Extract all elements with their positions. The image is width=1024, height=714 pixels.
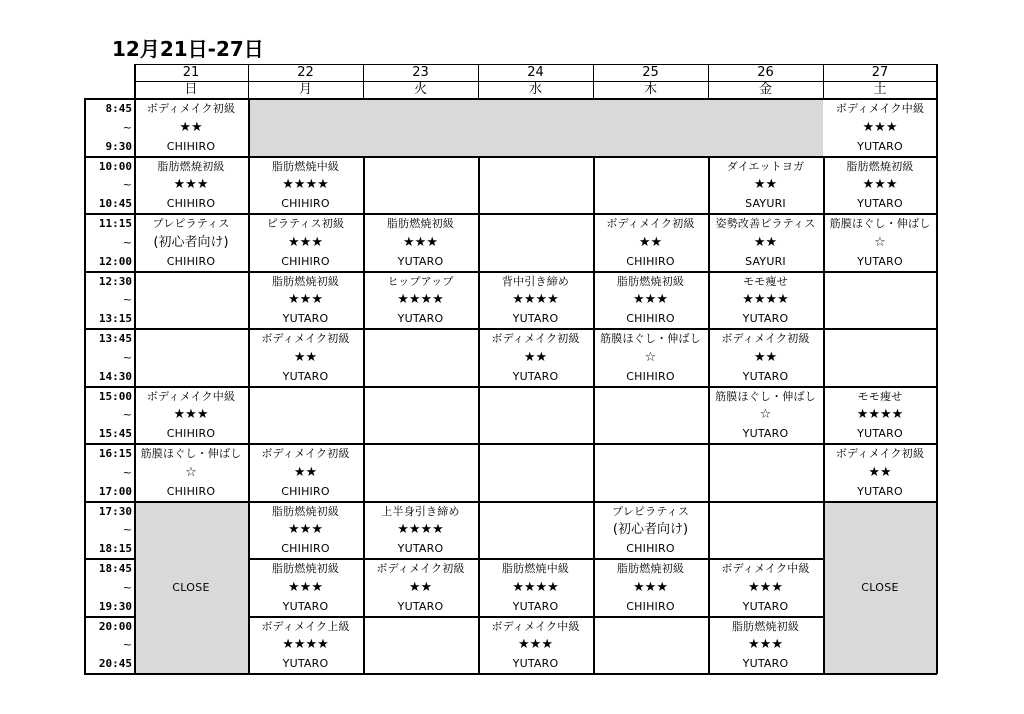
instructor-name: CHIHIRO (166, 427, 216, 440)
difficulty-stars: ★★★ (862, 177, 898, 193)
grid-hline (84, 156, 937, 158)
class-name: ボディメイク初級 (606, 217, 695, 230)
grid-vline (134, 64, 136, 99)
class-cell[interactable] (248, 273, 363, 329)
class-cell[interactable] (708, 330, 823, 386)
class-cell[interactable] (478, 330, 593, 386)
difficulty-stars: ★★★ (748, 579, 783, 595)
time-slot (84, 388, 134, 444)
class-cell[interactable] (593, 273, 708, 329)
grid-vline (478, 64, 479, 99)
difficulty-stars: ★★★ (173, 407, 209, 423)
difficulty-stars: ★★★ (403, 234, 438, 250)
day-date: 24 (527, 65, 544, 80)
grid-hline (84, 673, 937, 675)
grid-hline (84, 558, 134, 560)
difficulty-stars: (初心者向け) (153, 234, 229, 250)
class-name: ボディメイク初級 (261, 447, 350, 460)
difficulty-stars: ★★ (523, 349, 548, 365)
instructor-name: CHIHIRO (626, 369, 675, 383)
difficulty-stars: ★★★★ (742, 292, 789, 308)
grid-vline (823, 64, 824, 99)
class-cell[interactable] (823, 158, 937, 214)
difficulty-stars: ★★★ (633, 292, 668, 308)
grid-vline (363, 64, 364, 99)
class-name: 筋膜ほぐし・伸ばし (600, 332, 701, 345)
class-name: ボディメイク初級 (835, 447, 925, 460)
class-cell[interactable] (134, 388, 248, 444)
instructor-name: YUTARO (282, 369, 329, 383)
difficulty-stars: ★★ (408, 579, 433, 595)
instructor-name: CHIHIRO (281, 542, 330, 555)
instructor-name: CHIHIRO (626, 254, 675, 268)
instructor-name: YUTARO (282, 599, 329, 613)
class-cell[interactable] (708, 388, 823, 444)
class-cell[interactable] (708, 273, 823, 329)
time-separator: ~ (122, 235, 132, 249)
difficulty-stars: ★★★ (173, 177, 209, 193)
difficulty-stars: (初心者向け) (612, 522, 689, 538)
difficulty-stars: ★★★★ (282, 637, 329, 653)
difficulty-stars: ★★★ (288, 234, 323, 250)
closed-block (248, 99, 823, 157)
class-cell[interactable] (363, 215, 478, 271)
grid-vline (593, 157, 595, 675)
class-name: 脂肪燃焼初級 (386, 217, 455, 230)
time-end: 13:15 (98, 312, 132, 325)
close-label-sunday: CLOSE (172, 580, 210, 594)
instructor-name: SAYURI (745, 197, 786, 210)
class-cell[interactable] (134, 445, 248, 501)
grid-vline (248, 64, 249, 99)
time-separator: ~ (122, 408, 132, 422)
class-cell[interactable] (593, 330, 708, 386)
class-name: ボディメイク初級 (721, 332, 810, 345)
difficulty-stars: ★★ (638, 234, 663, 250)
time-separator: ~ (122, 120, 132, 134)
grid-vline (823, 157, 825, 675)
class-name: ボディメイク初級 (376, 562, 465, 575)
difficulty-stars: ★★★ (518, 637, 553, 653)
day-weekday: 木 (643, 82, 657, 97)
grid-hline (84, 443, 937, 445)
grid-vline (84, 98, 86, 674)
time-slot (84, 273, 134, 329)
class-cell[interactable] (134, 100, 248, 156)
grid-vline (478, 157, 480, 675)
difficulty-stars: ★★ (868, 464, 892, 480)
class-cell[interactable] (363, 503, 478, 559)
instructor-name: YUTARO (282, 657, 329, 670)
class-cell[interactable] (248, 330, 363, 386)
time-end: 18:15 (98, 542, 132, 555)
difficulty-stars: ★★★★ (397, 292, 444, 308)
grid-hline (248, 558, 823, 560)
class-name: ボディメイク初級 (146, 102, 236, 115)
difficulty-stars: ★★ (753, 177, 778, 193)
class-name: 脂肪燃焼初級 (157, 159, 225, 173)
instructor-name: YUTARO (857, 197, 903, 210)
difficulty-stars: ★★★ (288, 292, 323, 308)
grid-hline (84, 616, 134, 618)
class-cell[interactable] (708, 215, 823, 271)
class-name: 脂肪燃焼初級 (271, 504, 340, 518)
instructor-name: YUTARO (742, 599, 789, 613)
class-name: 背中引き締め (501, 274, 570, 288)
instructor-name: YUTARO (857, 254, 903, 268)
time-start: 12:30 (98, 274, 132, 288)
class-cell[interactable] (248, 158, 363, 214)
class-cell[interactable] (478, 273, 593, 329)
class-name: ボディメイク中級 (721, 562, 810, 575)
time-end: 17:00 (98, 484, 132, 498)
instructor-name: CHIHIRO (166, 254, 216, 268)
class-cell[interactable] (248, 445, 363, 501)
instructor-name: YUTARO (512, 599, 559, 613)
class-name: ボディメイク初級 (491, 332, 580, 345)
difficulty-stars: ☆ (874, 234, 886, 250)
time-separator: ~ (122, 523, 132, 537)
class-name: 筋膜ほぐし・伸ばし (715, 389, 816, 403)
instructor-name: YUTARO (512, 657, 559, 670)
class-cell[interactable] (593, 215, 708, 271)
instructor-name: YUTARO (282, 312, 329, 325)
class-name: ヒップアップ (387, 274, 454, 288)
day-date: 21 (182, 65, 200, 80)
time-separator: ~ (122, 293, 132, 307)
difficulty-stars: ☆ (644, 349, 657, 365)
class-name: ボディメイク中級 (491, 619, 580, 633)
difficulty-stars: ★★★ (862, 119, 898, 135)
time-end: 19:30 (98, 599, 132, 613)
day-date: 25 (642, 65, 659, 80)
time-end: 10:45 (98, 197, 132, 210)
class-name: 姿勢改善ピラティス (715, 217, 816, 230)
instructor-name: CHIHIRO (626, 312, 675, 325)
grid-vline (708, 157, 710, 675)
instructor-name: CHIHIRO (281, 197, 330, 210)
grid-hline (84, 98, 937, 100)
day-date: 22 (297, 65, 314, 80)
time-start: 15:00 (98, 389, 132, 403)
instructor-name: YUTARO (397, 599, 444, 613)
instructor-name: CHIHIRO (281, 484, 330, 498)
class-cell[interactable] (708, 618, 823, 674)
class-cell[interactable] (823, 100, 937, 156)
difficulty-stars: ☆ (185, 464, 197, 480)
grid-hline (84, 213, 937, 215)
grid-vline (593, 64, 594, 99)
difficulty-stars: ★★★★ (856, 407, 904, 423)
class-name: ボディメイク中級 (835, 102, 925, 115)
class-cell[interactable] (478, 560, 593, 616)
instructor-name: YUTARO (857, 427, 903, 440)
class-name: 脂肪燃焼中級 (501, 562, 570, 575)
class-name: ピラティス初級 (266, 217, 345, 230)
instructor-name: CHIHIRO (166, 484, 216, 498)
class-name: ダイエットヨガ (726, 159, 805, 173)
grid-hline (248, 616, 823, 618)
time-start: 11:15 (98, 217, 132, 230)
class-cell[interactable] (363, 273, 478, 329)
class-name: 脂肪燃焼初級 (731, 619, 800, 633)
time-start: 8:45 (105, 102, 132, 115)
time-slot (84, 100, 134, 156)
instructor-name: CHIHIRO (166, 139, 216, 153)
class-name: 脂肪燃焼初級 (616, 274, 685, 288)
grid-vline (936, 64, 938, 99)
time-end: 15:45 (98, 427, 132, 440)
class-name: モモ痩せ (857, 389, 903, 403)
instructor-name: CHIHIRO (626, 542, 675, 555)
difficulty-stars: ★★ (753, 349, 778, 365)
instructor-name: YUTARO (397, 254, 444, 268)
class-cell[interactable] (593, 503, 708, 559)
class-cell[interactable] (248, 618, 363, 674)
grid-hline (134, 64, 937, 65)
time-start: 16:15 (98, 447, 132, 460)
class-name: 上半身引き締め (381, 504, 460, 518)
day-weekday: 金 (758, 82, 772, 97)
day-weekday: 水 (528, 82, 542, 97)
instructor-name: YUTARO (857, 139, 903, 153)
time-slot (84, 330, 134, 386)
time-end: 14:30 (98, 369, 132, 383)
grid-hline (84, 271, 937, 273)
instructor-name: YUTARO (742, 312, 789, 325)
time-start: 10:00 (98, 159, 132, 173)
instructor-name: CHIHIRO (166, 197, 216, 210)
time-slot (84, 560, 134, 616)
class-name: 脂肪燃焼初級 (271, 562, 340, 575)
instructor-name: YUTARO (742, 657, 789, 670)
class-name: ボディメイク上級 (261, 619, 350, 633)
difficulty-stars: ★★★★ (282, 177, 329, 193)
grid-vline (363, 157, 365, 675)
class-cell[interactable] (823, 388, 937, 444)
class-name: 筋膜ほぐし・伸ばし (829, 217, 931, 230)
instructor-name: YUTARO (742, 427, 789, 440)
day-date: 27 (871, 65, 889, 80)
day-weekday: 土 (873, 82, 887, 97)
time-separator: ~ (122, 638, 132, 652)
time-slot (84, 215, 134, 271)
time-separator: ~ (122, 350, 132, 364)
class-name: モモ痩せ (743, 274, 788, 288)
difficulty-stars: ★★★ (288, 522, 323, 538)
grid-vline (936, 99, 938, 674)
class-name: プレピラティス (611, 504, 690, 518)
grid-hline (134, 81, 937, 82)
class-cell[interactable] (823, 445, 937, 501)
time-separator: ~ (122, 178, 132, 192)
difficulty-stars: ★★★★ (512, 579, 559, 595)
difficulty-stars: ★★★★ (397, 522, 444, 538)
day-weekday: 日 (184, 82, 198, 97)
instructor-name: YUTARO (857, 484, 903, 498)
class-cell[interactable] (134, 215, 248, 271)
difficulty-stars: ★★★ (748, 637, 783, 653)
difficulty-stars: ☆ (759, 407, 772, 423)
time-separator: ~ (122, 465, 132, 479)
class-cell[interactable] (708, 158, 823, 214)
difficulty-stars: ★★ (293, 349, 318, 365)
day-date: 23 (412, 65, 429, 80)
time-slot (84, 445, 134, 501)
time-slot (84, 158, 134, 214)
instructor-name: YUTARO (742, 369, 789, 383)
class-name: 脂肪燃焼初級 (271, 274, 340, 288)
difficulty-stars: ★★★★ (512, 292, 559, 308)
class-cell[interactable] (248, 560, 363, 616)
day-weekday: 火 (413, 82, 427, 97)
time-slot (84, 503, 134, 559)
grid-hline (84, 501, 937, 503)
class-cell[interactable] (134, 158, 248, 214)
class-name: 脂肪燃焼初級 (616, 562, 685, 575)
instructor-name: YUTARO (512, 369, 559, 383)
time-start: 13:45 (98, 332, 132, 345)
class-cell[interactable] (478, 618, 593, 674)
class-cell[interactable] (708, 560, 823, 616)
time-end: 9:30 (105, 139, 132, 153)
grid-hline (84, 386, 937, 388)
class-cell[interactable] (248, 215, 363, 271)
difficulty-stars: ★★ (179, 119, 203, 135)
day-date: 26 (757, 65, 774, 80)
time-end: 12:00 (98, 254, 132, 268)
time-start: 18:45 (98, 562, 132, 575)
time-start: 20:00 (98, 619, 132, 633)
class-name: 筋膜ほぐし・伸ばし (140, 447, 242, 460)
instructor-name: YUTARO (512, 312, 559, 325)
instructor-name: SAYURI (745, 254, 786, 268)
time-end: 20:45 (98, 657, 132, 670)
grid-vline (248, 99, 250, 674)
day-weekday: 月 (298, 82, 312, 97)
grid-vline (708, 64, 709, 99)
instructor-name: CHIHIRO (281, 254, 330, 268)
grid-hline (84, 328, 937, 330)
time-start: 17:30 (98, 504, 132, 518)
class-name: プレピラティス (152, 217, 230, 230)
close-label-saturday: CLOSE (861, 580, 899, 594)
class-name: 脂肪燃焼初級 (846, 159, 914, 173)
page-title: 12月21日-27日 (112, 37, 264, 61)
grid-vline (134, 99, 136, 674)
instructor-name: CHIHIRO (626, 599, 675, 613)
class-name: ボディメイク中級 (146, 389, 236, 403)
class-cell[interactable] (363, 560, 478, 616)
difficulty-stars: ★★★ (633, 579, 668, 595)
class-name: 脂肪燃焼中級 (271, 159, 340, 173)
instructor-name: YUTARO (397, 312, 444, 325)
class-cell[interactable] (248, 503, 363, 559)
class-cell[interactable] (593, 560, 708, 616)
difficulty-stars: ★★★ (288, 579, 323, 595)
instructor-name: YUTARO (397, 542, 444, 555)
class-name: ボディメイク初級 (261, 332, 350, 345)
time-slot (84, 618, 134, 674)
difficulty-stars: ★★ (753, 234, 778, 250)
time-separator: ~ (122, 580, 132, 594)
difficulty-stars: ★★ (293, 464, 318, 480)
class-cell[interactable] (823, 215, 937, 271)
